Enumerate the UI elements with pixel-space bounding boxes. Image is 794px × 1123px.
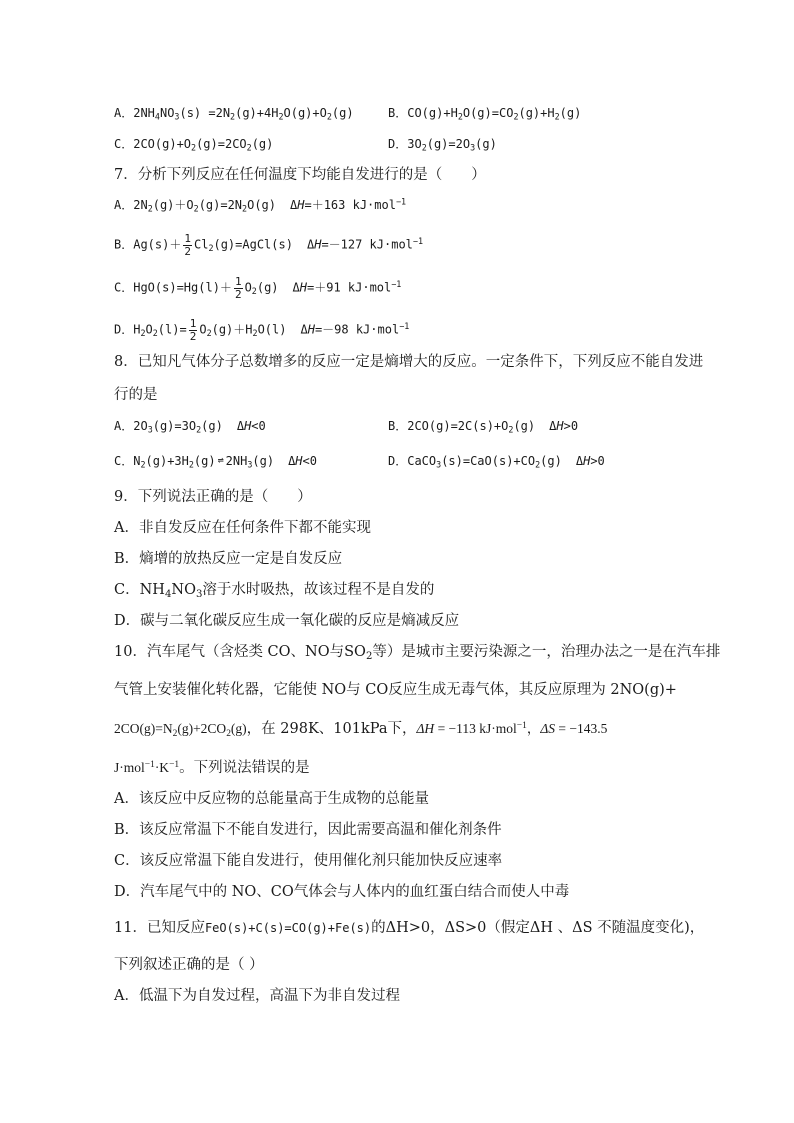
q7-option-c: C．HgO(s)=Hg(l)＋ $\frac{1}{2}$ $O_2(g)$ ΔH=＋91 kJ·mol$^{-1}$	[114, 275, 402, 301]
q9-option-d: D．碳与二氧化碳反应生成一氧化碳的反应是熵减反应	[114, 613, 460, 629]
q6-option-d: D．$3O_2(g)=2O_3(g)$	[388, 137, 497, 153]
q6-option-a: A．$2NH_4NO_3(s) =2N_2(g)+4H_2O(g)+O_2(g)$	[114, 106, 354, 122]
q10-option-c: C．该反应常温下能自发进行，使用催化剂只能加快反应速率	[114, 853, 503, 869]
q10-line3: $2CO(g)=N_2(g)+2CO_2(g)$，在 298K、101kPa下，ΔH = −113 kJ·mol$^{-1}$，ΔS = −143.5	[114, 720, 608, 739]
q11-line1: 11．已知反应FeO(s)+C(s)=CO(g)+Fe(s)的ΔH>0，ΔS>0（假定ΔH 、ΔS 不随温度变化)，	[114, 920, 705, 936]
q8-option-a: A．$2O_3(g)=3O_2(g)$ ΔH<0	[114, 419, 266, 435]
q7-option-a: A．$2N_2(g)+O_2(g)=2N_2O(g)$ ΔH=＋163 kJ·mol$^{-1}$	[114, 196, 407, 214]
fraction-half: $\frac{1}{2}$	[189, 317, 197, 343]
q6-option-c: C．$2CO(g)+O_2(g)=2CO_2(g)$	[114, 137, 274, 153]
fraction-half: $\frac{1}{2}$	[184, 232, 191, 258]
q8-option-c: C．$N_2(g)+3H_2(g)$ ⇌ $2NH_3(g)$ ΔH<0	[114, 454, 317, 470]
q8-option-d: D．$CaCO_3(s)=CaO(s)+CO_2(g)$ ΔH>0	[388, 454, 605, 470]
q9-option-c: C．$NH_4NO_3$溶于水时吸热，故该过程不是自发的	[114, 582, 435, 601]
q8-stem-line2: 行的是	[114, 387, 158, 403]
q11-line2: 下列叙述正确的是（ ）	[114, 957, 264, 973]
q9-option-b: B．熵增的放热反应一定是自发反应	[114, 551, 343, 567]
q9-stem: 9．下列说法正确的是（ ）	[114, 489, 312, 505]
q10-option-a: A．该反应中反应物的总能量高于生成物的总能量	[114, 791, 429, 807]
q6-option-b: B．$CO(g)+H_2O(g)=CO_2(g)+H_2(g)$	[388, 106, 582, 122]
q7-stem: 7．分析下列反应在任何温度下均能自发进行的是（ ）	[114, 167, 486, 183]
q11-option-a: A．低温下为自发过程，高温下为非自发过程	[114, 988, 400, 1004]
q8-option-b: B．$2CO(g)=2C(s)+O_2(g)$ ΔH>0	[388, 419, 579, 435]
q10-option-d: D．汽车尾气中的 NO、CO气体会与人体内的血红蛋白结合而使人中毒	[114, 884, 570, 900]
q7-option-b: B．Ag(s)＋ $\frac{1}{2}$ $Cl_2(g)=AgCl(s)$ ΔH=－127 kJ·mol$^{-1}$	[114, 232, 424, 258]
q8-stem-line1: 8．已知凡气体分子总数增多的反应一定是熵增大的反应。一定条件下，下列反应不能自发进	[114, 354, 704, 370]
q9-option-a: A．非自发反应在任何条件下都不能实现	[114, 520, 371, 536]
q7-option-d: D．$H_2O_2(l)=$ $\frac{1}{2}$ $O_2(g)+H_2O(l)$ ΔH=－98 kJ·mol$^{-1}$	[114, 317, 410, 343]
fraction-half: $\frac{1}{2}$	[234, 275, 242, 301]
q10-line4: $J\cdot mol^{-1}\cdot K^{-1}$。下列说法错误的是	[114, 759, 310, 776]
q10-option-b: B．该反应常温下不能自发进行，因此需要高温和催化剂条件	[114, 822, 502, 838]
equilibrium-arrow-icon: ⇌	[217, 455, 224, 466]
q10-line1: 10．汽车尾气（含烃类 CO、NO与$SO_2$等）是城市主要污染源之一，治理办法之一是在汽车排	[114, 644, 721, 663]
q10-line2: 气管上安装催化转化器，它能使 NO与 CO反应生成无毒气体，其反应原理为 2NO(g)+	[114, 682, 677, 698]
